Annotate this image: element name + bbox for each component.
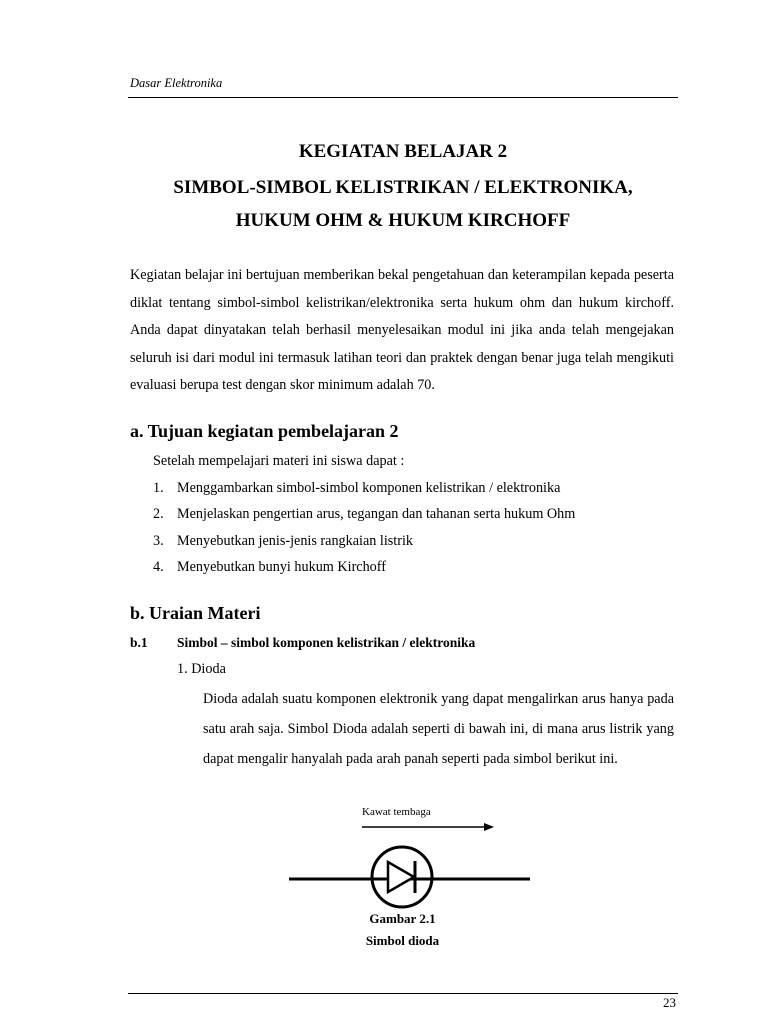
list-item-number: 1. <box>153 480 164 496</box>
list-item-number: 2. <box>153 506 164 522</box>
figure-caption-title: Simbol dioda <box>365 933 440 948</box>
figure-caption-number: Gambar 2.1 <box>369 911 436 926</box>
page-number: 23 <box>663 995 676 1010</box>
running-header: Dasar Elektronika <box>130 76 223 90</box>
subsection-number: b.1 <box>130 635 148 650</box>
list-item-number: 4. <box>153 559 164 575</box>
header-rule <box>128 97 678 98</box>
footer-rule <box>128 993 678 994</box>
list-item-text: Menyebutkan jenis-jenis rangkaian listrik <box>177 533 414 549</box>
current-arrow <box>362 823 494 831</box>
list-item-text: Menjelaskan pengertian arus, tegangan dan tahanan serta hukum Ohm <box>177 506 576 522</box>
figure-arrow-label: Kawat tembaga <box>362 806 431 818</box>
subsection-title: Simbol – simbol komponen kelistrikan / elektronika <box>177 635 476 650</box>
diode-symbol-figure <box>280 815 540 910</box>
dioda-paragraph: Dioda adalah suatu komponen elektronik yang dapat mengalirkan arus hanya pada satu arah saja. Simbol Dioda adalah seperti di bawah ini, di mana arus listrik yang dapat mengalir hanyalah pada arah panah seperti pada simbol berikut ini. <box>203 691 674 767</box>
dioda-item-label: 1. Dioda <box>177 661 226 677</box>
section-a-lead: Setelah mempelajari materi ini siswa dapat : <box>153 453 405 469</box>
diode-triangle <box>388 862 414 892</box>
list-item-text: Menggambarkan simbol-simbol komponen kelistrikan / elektronika <box>177 480 561 496</box>
list-item-text: Menyebutkan bunyi hukum Kirchoff <box>177 559 386 575</box>
list-item-number: 3. <box>153 533 164 549</box>
chapter-title-line-2: SIMBOL-SIMBOL KELISTRIKAN / ELEKTRONIKA, <box>173 177 633 198</box>
section-b-heading: b. Uraian Materi <box>130 603 261 623</box>
chapter-title-line-1: KEGIATAN BELAJAR 2 <box>298 141 508 162</box>
section-a-heading: a. Tujuan kegiatan pembelajaran 2 <box>130 421 399 441</box>
chapter-title-line-3: HUKUM OHM & HUKUM KIRCHOFF <box>235 210 571 231</box>
intro-paragraph: Kegiatan belajar ini bertujuan memberikan bekal pengetahuan dan keterampilan kepada peserta diklat tentang simbol-simbol kelistrikan/elektronika serta hukum ohm dan hukum kirchoff. Anda dapat dinyatakan telah berhasil menyelesaikan modul ini jika anda telah mengejakan seluruh isi dari modul ini termasuk latihan teori dan praktek dengan benar juga telah mengikuti evaluasi berupa test dengan skor minimum adalah 70. <box>130 267 674 393</box>
